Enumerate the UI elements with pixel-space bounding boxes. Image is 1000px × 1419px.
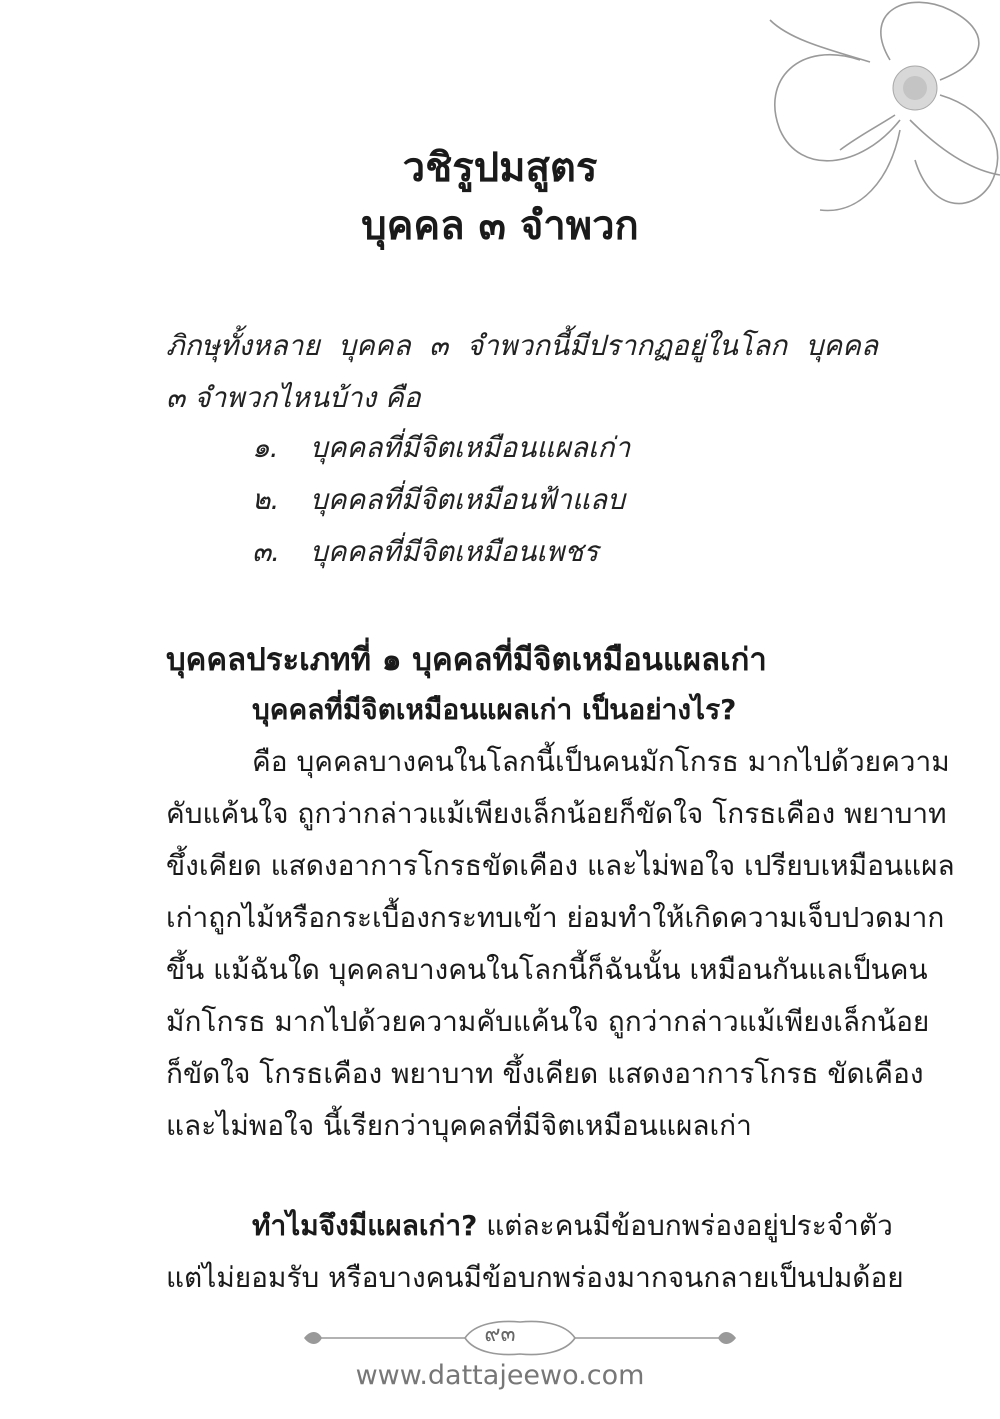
body-line: เก่าถูกไม้หรือกระเบื้องกระทบเข้า ย่อมทำให้เกิดความเจ็บปวดมาก xyxy=(166,901,945,934)
body-line: ขึ้น แม้ฉันใด บุคคลบางคนในโลกนี้ก็ฉันนั้น เหมือนกันแลเป็นคน xyxy=(166,953,928,986)
list-item-number: ๑. xyxy=(252,431,279,464)
body-line: และไม่พอใจ นี้เรียกว่าบุคคลที่มีจิตเหมือนแผลเก่า xyxy=(166,1109,752,1142)
section-question: บุคคลที่มีจิตเหมือนแผลเก่า เป็นอย่างไร? xyxy=(252,693,737,726)
section-heading: บุคคลประเภทที่ ๑ บุคคลที่มีจิตเหมือนแผลเก่า xyxy=(166,642,767,678)
list-item-number: ๓. xyxy=(252,535,281,568)
list-item xyxy=(252,480,625,520)
list-item-text: บุคคลที่มีจิตเหมือนแผลเก่า xyxy=(310,431,631,464)
page-subtitle: บุคคล ๓ จำพวก xyxy=(361,203,639,249)
page-number: ๙๓ xyxy=(484,1322,516,1347)
paragraph-lead: ทำไมจึงมีแผลเก่า? xyxy=(252,1209,478,1242)
body-line: คับแค้นใจ ถูกว่ากล่าวแม้เพียงเล็กน้อยก็ขัดใจ โกรธเคือง พยาบาท xyxy=(166,797,947,830)
list-item xyxy=(252,428,630,468)
body-line: คือ บุคคลบางคนในโลกนี้เป็นคนมักโกรธ มากไปด้วยความ xyxy=(252,745,950,778)
body-line: ก็ขัดใจ โกรธเคือง พยาบาท ขึ้งเคียด แสดงอาการโกรธ ขัดเคือง xyxy=(166,1057,924,1090)
intro-line-2: ๓ จำพวกไหนบ้าง คือ xyxy=(166,381,421,414)
list-item xyxy=(252,532,598,572)
body-line: ขึ้งเคียด แสดงอาการโกรธขัดเคือง และไม่พอใจ เปรียบเหมือนแผล xyxy=(166,849,955,882)
intro-line-1: ภิกษุทั้งหลาย บุคคล ๓ จำพวกนี้มีปรากฏอยู่ในโลก บุคคล xyxy=(166,329,878,362)
website-link: www.dattajeewo.com xyxy=(355,1360,645,1391)
list-item-text: บุคคลที่มีจิตเหมือนฟ้าแลบ xyxy=(310,483,625,516)
paragraph-line: แต่ไม่ยอมรับ หรือบางคนมีข้อบกพร่องมากจนกลายเป็นปมด้อย xyxy=(166,1261,904,1294)
list-item-number: ๒. xyxy=(252,483,280,516)
page-title: วชิรูปมสูตร xyxy=(402,145,598,191)
body-line: มักโกรธ มากไปด้วยความคับแค้นใจ ถูกว่ากล่าวแม้เพียงเล็กน้อย xyxy=(166,1005,930,1038)
paragraph-text: แต่ละคนมีข้อบกพร่องอยู่ประจำตัว xyxy=(477,1209,893,1242)
paragraph-line xyxy=(252,1206,893,1246)
list-item-text: บุคคลที่มีจิตเหมือนเพชร xyxy=(310,535,599,568)
